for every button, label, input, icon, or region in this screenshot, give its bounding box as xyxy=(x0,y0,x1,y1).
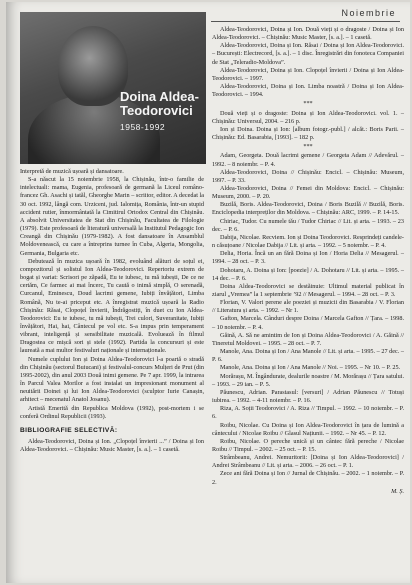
section-divider: *** xyxy=(303,143,313,151)
bibliography-entry: Chiriac, Tudor. Cu numele tău / Tudor Chiriac // Lit. și arta. – 1993. – 23 dec. – P. 6. xyxy=(212,217,404,233)
portrait-caption xyxy=(120,90,202,132)
biography-column xyxy=(20,168,204,454)
bio-paragraph: Numele cuplului Ion și Doina Aldea-Teodorovici l-a poartă o stradă din Chișinău (sectorul Buiucani) și festivalul-concurs Mulțeri de Prut (din 1995-2002), din anul 2003 Două inimi gemene. Pe 7 apr. 1999, la intrarea în Parcul Valea Morilor a fost instalat un impresionant monument al neuitării Doinei și lui Ion Aldea-Teodorovici (sculptor Iurie Canașin, arhitect – mecenatul Anatol Josanu). xyxy=(20,355,204,404)
portrait-years: 1958-1992 xyxy=(120,122,166,132)
portrait-photo xyxy=(20,12,206,164)
bibliography-entry: Riza, A. Soții Teodorovici / A. Riza // Timpul. – 1992. – 10 noiembr. – P. 6. xyxy=(212,405,404,421)
running-header: Noiembrie xyxy=(341,8,396,18)
bibliography-title: BIBLIOGRAFIE SELECTIVĂ: xyxy=(20,426,118,434)
bibliography-column xyxy=(212,26,404,496)
bibliography-entry: Gafton, Marcela. Cânduri despre Doina / Marcela Gafton // Țara. – 1998. – 10 noiembr. – P. 4. xyxy=(212,315,404,331)
bibliography-entry: Roibu, Nicolae. O pereche unică și un cântec fără pereche / Nicolae Roibu // Timpul. – 2002. – 25 oct. – P. 15. xyxy=(212,437,404,453)
bibliography-entry: Aldea-Teodorovici, Doina // Chișinău: Encicl. – Chișinău: Museum, 1997. – P. 33. xyxy=(212,168,404,184)
bibliography-entry: Aldea-Teodorovici, Doina și Ion. Două vieți și o dragoste / Doina și Ion Aldea-Teodorovici. – Chișinău: Music Master, [s. a.]. – 1 casetă. xyxy=(212,26,404,42)
bibliography-entry: Aldea-Teodorovici, Doina și Ion. Clopoțel învierii / Doina și Ion Aldea-Teodorovici. – 1997. xyxy=(212,66,404,82)
bibliography-entry: Florian, V. Valori perene ale poeziei și muzicii din Basarabia / V. Florian // Literatura și arta. – 1992. – Nr 1. xyxy=(212,299,404,315)
bibliography-entry: Aldea-Teodorovici, Doina și Ion. Răsai / Doina și Ion Aldea-Teodorovici. – București: Electrecord, [s. a.]. – 1 disc. Înregistrări din fonoteca Companiei de Stat „Teleradio-Moldova”. xyxy=(212,42,404,66)
bibliography-entry: Roibu, Nicolae. Cu Doina și Ion Aldea-Teodorovici în țara de lumină a cântecului / Nicolae Roibu // Glasul Națiunii. – 1992. – Nr 45. – P. 12. xyxy=(212,421,404,437)
bio-paragraph: Artistă Emerită din Republica Moldova (1992), post-mortem i se conferă Ordinul Republicii (1993). xyxy=(20,404,204,420)
bibliography-entry: Păunescu, Adrian. Parastasul: [versuri] / Adrian Păunescu // Totuși iubirea. – 1992. – 4-11 noiembr. – P. 16. xyxy=(212,388,404,405)
bio-paragraph: Interpretă de muzică ușoară și dansatoare. xyxy=(20,168,124,175)
bibliography-list xyxy=(212,152,404,486)
author-signature: M. Ș. xyxy=(391,487,404,495)
bibliography-entry: Manole, Ana. Doina și Ion / Ana Manole // Lit. și arta. – 1995. – 27 dec. – P. 6. xyxy=(212,348,404,364)
bibliography-entry: Zece ani fără Doina și Ion // Jurnal de Chișinău. – 2002. – 1 noiembr. – P. 2. xyxy=(212,470,404,486)
header-rule xyxy=(211,21,400,22)
bibliography-entry: Buzilă, Boris. Aldea-Teodorovici, Doina / Boris Buzilă // Buzilă, Boris. Enciclopedia interpreților din Moldova. – Chișinău: ARC, 1999. – P. 14-15. xyxy=(212,201,404,217)
bibliography-entry: Aldea-Teodorovici, Doina și Ion. „Clopoțel învierii ...” / Doina și Ion Aldea-Teodorovici. – Chișinău: Music Master, [s. a.]. – 1 casetă. xyxy=(20,438,204,454)
bibliography-entry: Morărașu, M. Îngândurate, dealurile noastre / M. Morărașu // Țara satului. – 1993. – 29 ian. – P. 5. xyxy=(212,372,404,388)
bibliography-entry: Doina Aldea-Teodorovici se destăinuie: Ultimul material publicat în ziarul „Vremea” la 1 septembrie ’92 // Mesagerul. – 1994. – 28 oct. – P. 3. xyxy=(212,282,404,298)
bio-paragraph: S-a născut la 15 noiembrie 1958, la Chișinău, într-o familie de intelectuali: mama, Eugenia, profesoară de germană la Liceul româno-francez Gh. Asachi și tatăl, Gheorghe Marin – scriitor, editor. A decedat la 30 oct. 1992, lângă com. Urziceni, jud. Ialomița, România, într-un stupid accident rutier, înmormântată la Cimitirul Ortodox Central din Chișinău. A absolvit Universitatea de Stat din Chișinău, Facultatea de Filologie (1979). Este profesoară de literatură universală la Institutul Pedagogic Ion Creangă din Chișinău (1979-1982). A fost dansatoare în Ansamblul Moldovenească, cu care a întreprins turnee în Cuba, Algeria, Mongolia, Germania, Bulgaria etc. xyxy=(20,176,204,257)
portrait-name-line2: Teodorovici xyxy=(120,103,193,118)
bibliography-entry: Aldea-Teodorovici, Doina // Femei din Moldova: Encicl. – Chișinău: Museum, 2000. – P. 20. xyxy=(212,184,404,201)
bibliography-entry: Găină, A. Să ne amintim de Ion și Doina Aldea-Teodorovici / A. Găină // Tineretul Moldovei. – 1995. – 28 oct. – P. 7. xyxy=(212,331,404,347)
bibliography-entry: Delia, Horia. Încă un an fără Doina și Ion / Horia Delia // Mesagerul. – 1994. – 28 oct. – P. 3. xyxy=(212,250,404,266)
bio-paragraph: Debutează în muzica ușoară în 1982, evoluând alături de soțul ei, compozitorul și solistul Ion Aldea-Teodorovici. Repertoriu extrem de bogat și variat: Scrisori pe zăpadă, Eu te iubesc, tu mă iubești, De ce ne certăm, Ce farmec ai mai încerc, Tu caută o inimă simplă, O serenadă, Curcanul, Eminescu, Doud lacrimi gemene, Iubiți învățători, Limba Română, Nu te-ai priceput etc. A înregistrat muzică ușoară la Radio Chișinău: Răsai, Clopoțel învierii, Îndrăgostiți, în duet cu Ion Aldea-Teodorovici: Eu te iubesc, tu mă iubești, Trei culori, Suveranitate, Iubiți învățători, Hai, hai, Cântecul pe vol etc. S-a impus prin temperament vibrant, inteligență și sensibilitate muzicală. Evoluează în filmul Dragostea ce mișcă sori și stele (1992). Partida la concursuri și este laureată a mai multor festivaluri naționale și internaționale. xyxy=(20,257,204,355)
bibliography-entry: Dohotaru, A. Doina și Ion: [poezie] / A. Dohotaru // Lit. și arta. – 1995. – 14 dec. – P. 6. xyxy=(212,266,404,282)
section-divider: *** xyxy=(303,100,313,108)
bibliography-entry: Ion și Doina. Doina și Ion: [album fotogr.-publ.] / alcăt.: Boris Parii. – Chișinău: Ed. Basarabia, [1993]. – 182 p. xyxy=(212,125,404,142)
book-page xyxy=(6,2,410,583)
bibliography-entry: Aldea-Teodorovici, Doina și Ion. Limba noastră / Doina și Ion Aldea-Teodorovici. – 1994. xyxy=(212,83,404,99)
portrait-name-line1: Doina Aldea- xyxy=(120,89,199,104)
bibliography-entry: Adam, Georgeta. Două lacrimi gemene / Georgeta Adam // Adevărul. – 1992. – 8 noiembr. – P. 4. xyxy=(212,152,404,168)
bibliography-entry: Strâmbeanu, Andrei. Nemuritorii: [Doina și Ion Aldea-Teodorovici] / Andrei Strâmbeanu // Lit. și arta. – 2006. – 26 oct. – P. 1. xyxy=(212,454,404,470)
portrait-figure-head xyxy=(58,26,128,106)
bibliography-entry: Dabija, Nicolae. Recviem. Ion și Doina Teodorovici. Resprindeți candele-n căsuțoane / Nicolae Dabija // Lit. și arta. – 1992. – 5 noiembr. – P. 4. xyxy=(212,233,404,250)
bibliography-entry: Manole, Ana. Doina și Ion / Ana Manole // Noi. – 1995. – Nr 10. – P. 25. xyxy=(220,364,401,372)
bibliography-entry: Două vieți și o dragoste: Doina și Ion Aldea-Teodorovici. vol. 1. – Chișinău: Universul, 2004. – 216 p. xyxy=(212,109,404,125)
